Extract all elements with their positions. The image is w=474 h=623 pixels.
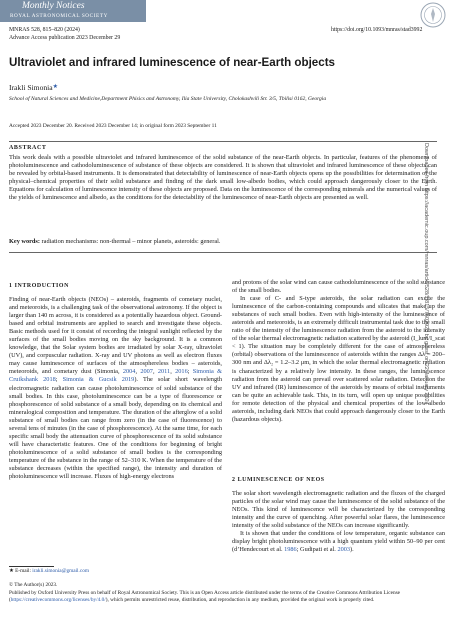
author-footnote-mark[interactable]: ★ <box>52 84 59 90</box>
abstract-text: This work deals with a possible ultraviolet and infrared luminescence of the solid substance of the near-Earth objects. In particular, features of the phenomena of photoluminescence and cathodoluminescence of substance of these objects are considered. It is shown that ultraviolet and infrared luminescence of these objects can be revealed by orbital-based instruments. It is demonstrated that detectability of luminescence of near-Earth objects opens up the possibilities for determination of the physical–chemical properties of their solid substance and finding of the dark small low-albedo bodies, which could approach dangerously closer to the Earth. Equations for calculation of luminescence intensity of these objects are proposed. Data on the luminescence of the corresponding minerals and the numerical values of the yields of luminescence and albedo, as the conditions for the detectability of the luminescence of near-Earth objects are presented as well. <box>9 154 437 202</box>
society-name: ROYAL ASTRONOMICAL SOCIETY <box>10 13 108 19</box>
right-column-section2 <box>232 490 445 554</box>
citation-link[interactable]: Simonia & Gucsik 2019 <box>62 376 135 384</box>
citation-line: MNRAS 528, 815–820 (2024) <box>9 27 80 33</box>
author-line <box>9 83 58 92</box>
left-column-text <box>9 296 222 481</box>
paragraph: In case of C- and S-type asteroids, the solar radiation can excite the luminescence of the carbon-containing compounds and silicates that make up the substances of such small bodies. Even with high-intensity of the luminescence of asteroids and meteoroids, is an extremely difficult instrumental task due to the small ratio of the intensity of the luminescence radiation from the asteroid to the intensity of the solar thermal electromagnetic radiation scattered by the asteroid (I_lum/I_scat < 1). The situation may be completely different for the case of atmosphereless (orbital) observations of the luminescence of asteroids within the ranges Δλ = 200–300 nm and Δλ₂ = 1.2–3.2 μm, in which the solar thermal electromagnetic radiation is characterized by a relatively low intensity. In these ranges, the luminescence radiation from the asteroid can prevail over scattered solar radiation. Detection the UV and infrared (IR) luminescence of the asteroids by means of orbital instruments can be quite an achievable task. This, in its turn, will open up unique possibilities for remote detection of the physical and chemical properties of the low-albedo asteroids, including dark NEOs that could approach dangerously closer to the Earth (hazardous objects). <box>232 295 445 423</box>
citation-link[interactable]: 2004 <box>122 368 136 376</box>
paragraph: The solar short wavelength electromagnetic radiation and the fluxes of the charged particles of the solar wind may cause the luminescence of the solid substance of the NEOs. This kind of luminescence will be characterized by the corresponding intensity and the curve of quenching. After powerful solar flares, the luminescence intensity of the solid substance of the NEOs can increase significantly. <box>232 490 445 530</box>
citation-link[interactable]: 1986 <box>284 546 297 554</box>
author-email-footnote: ★ E-mail: irakli.simonia@gmail.com <box>9 568 89 574</box>
paragraph: and protons of the solar wind can cause cathodoluminescence of the solid substance of the small bodies. <box>232 279 445 295</box>
footnote-rule <box>9 566 54 567</box>
citation-link[interactable]: 2007 <box>140 368 153 376</box>
copyright: © The Author(s) 2023. <box>9 582 58 588</box>
paragraph: It is shown that under the conditions of low temperature, organic substance can display bright photoluminescence with a high quantum yield within 50–90 per cent (d’Hendecourt et al. 1986; Gudipati et al. 2003). <box>232 530 445 554</box>
received-dates: Accepted 2023 December 20. Received 2023 December 14; in original form 2023 September 11 <box>9 123 217 129</box>
citation-link[interactable]: Simonia & Cruikshank 2018 <box>9 368 223 384</box>
keywords-line <box>9 238 220 245</box>
license-text: Published by Oxford University Press on behalf of Royal Astronomical Society. This is an Open Access article distributed under the terms of the Creative Commons Attribution License (https://creativecommons.org/licenses/by/4.0/), which permits unrestricted reuse, distribution, and reproduction in any medium, provided the original work is properly cited. <box>9 590 401 603</box>
intro-paragraph: Finding of near-Earth objects (NEOs) – asteroids, fragments of cometary nuclei, and meteoroids, is a challenging task of the observational astronomy. If the object is larger than 140 m across, it is considered as a potentially hazardous object. Ground-based and orbital instruments are applied to search and investigate these objects. Basic methods used for it consist of recording the integral sunlight reflected by the surfaces of the small bodies moving on the sky background. It is a common knowledge, that the Solar system bodies are irradiated by solar X-ray, ultraviolet (UV), and corpuscular radiation. X-ray and UV photons as well as electron fluxes may cause luminescence of surfaces of the atmosphereless bodies – asteroids, meteoroids, and cometary dust (Simonia, 2004, 2007, 2011, 2016; Simonia & Cruikshank 2018; Simonia & Gucsik 2019). The solar short wavelength electromagnetic radiation can cause photoluminescence of solid substance of the small bodies. In this case, photoluminescence can be a type of fluorescence or phosphorescence of solid substance of a small body, depending on its chemical and mineralogical composition and temperature. The duration of the afterglow of a solid substance of small bodies can range from zero (in the case of fluorescence) to several tens of minutes (in the case of phosphorescence). At the same time, for each specific small body the attenuation curve of phosphorescence of its solid substance will have characteristic features. One of the conditions for beginning of bright photoluminescence of a solid substance of small bodies is the corresponding temperature of the substance in the range of 52–310 K. When the temperature of the substance decreases (within the specified range), the intensity and duration of photoluminescence will increase. Fluxes of high-energy electrons <box>9 296 223 481</box>
journal-name: Monthly Notices <box>22 1 85 11</box>
download-watermark: Downloaded from https://academic.oup.com/mnras/article/528/1/815/7502923 by guest on 22 January 2024 <box>423 143 429 405</box>
citation-link[interactable]: 2016 <box>175 368 188 376</box>
right-column-text <box>232 279 445 424</box>
citation-link[interactable]: 2011 <box>157 368 171 376</box>
journal-banner <box>0 0 146 22</box>
license-link[interactable]: https://creativecommons.org/licenses/by/4.0/ <box>10 596 106 603</box>
publication-line: Advance Access publication 2023 December 29 <box>9 35 121 41</box>
section-heading-luminescence: 2 LUMINESCENCE OF NEOS <box>232 477 325 483</box>
email-link[interactable]: irakli.simonia@gmail.com <box>32 568 89 574</box>
article-title: Ultraviolet and infrared luminescence of near-Earth objects <box>9 56 336 69</box>
citation-link[interactable]: 2003 <box>337 546 351 554</box>
abstract-bottom-rule <box>9 252 437 253</box>
society-seal-icon <box>420 2 446 28</box>
author-name: Irakli Simonia <box>9 83 53 92</box>
affiliation: School of Natural Sciences and Medicine,Department Phisics and Astronomy, Ilia State University, Cholokashvili Str. 3/5, Tbilisi 0162, Georgia <box>9 96 327 102</box>
keywords-label: Key words: <box>9 238 40 245</box>
section-heading-introduction: 1 INTRODUCTION <box>9 283 69 289</box>
keywords: radiation mechanisms: non-thermal – minor planets, asteroids: general. <box>41 238 221 245</box>
doi-link[interactable]: https://doi.org/10.1093/mnras/stad3992 <box>331 27 423 33</box>
abstract-heading: ABSTRACT <box>9 145 47 151</box>
abstract-top-rule <box>9 141 437 142</box>
